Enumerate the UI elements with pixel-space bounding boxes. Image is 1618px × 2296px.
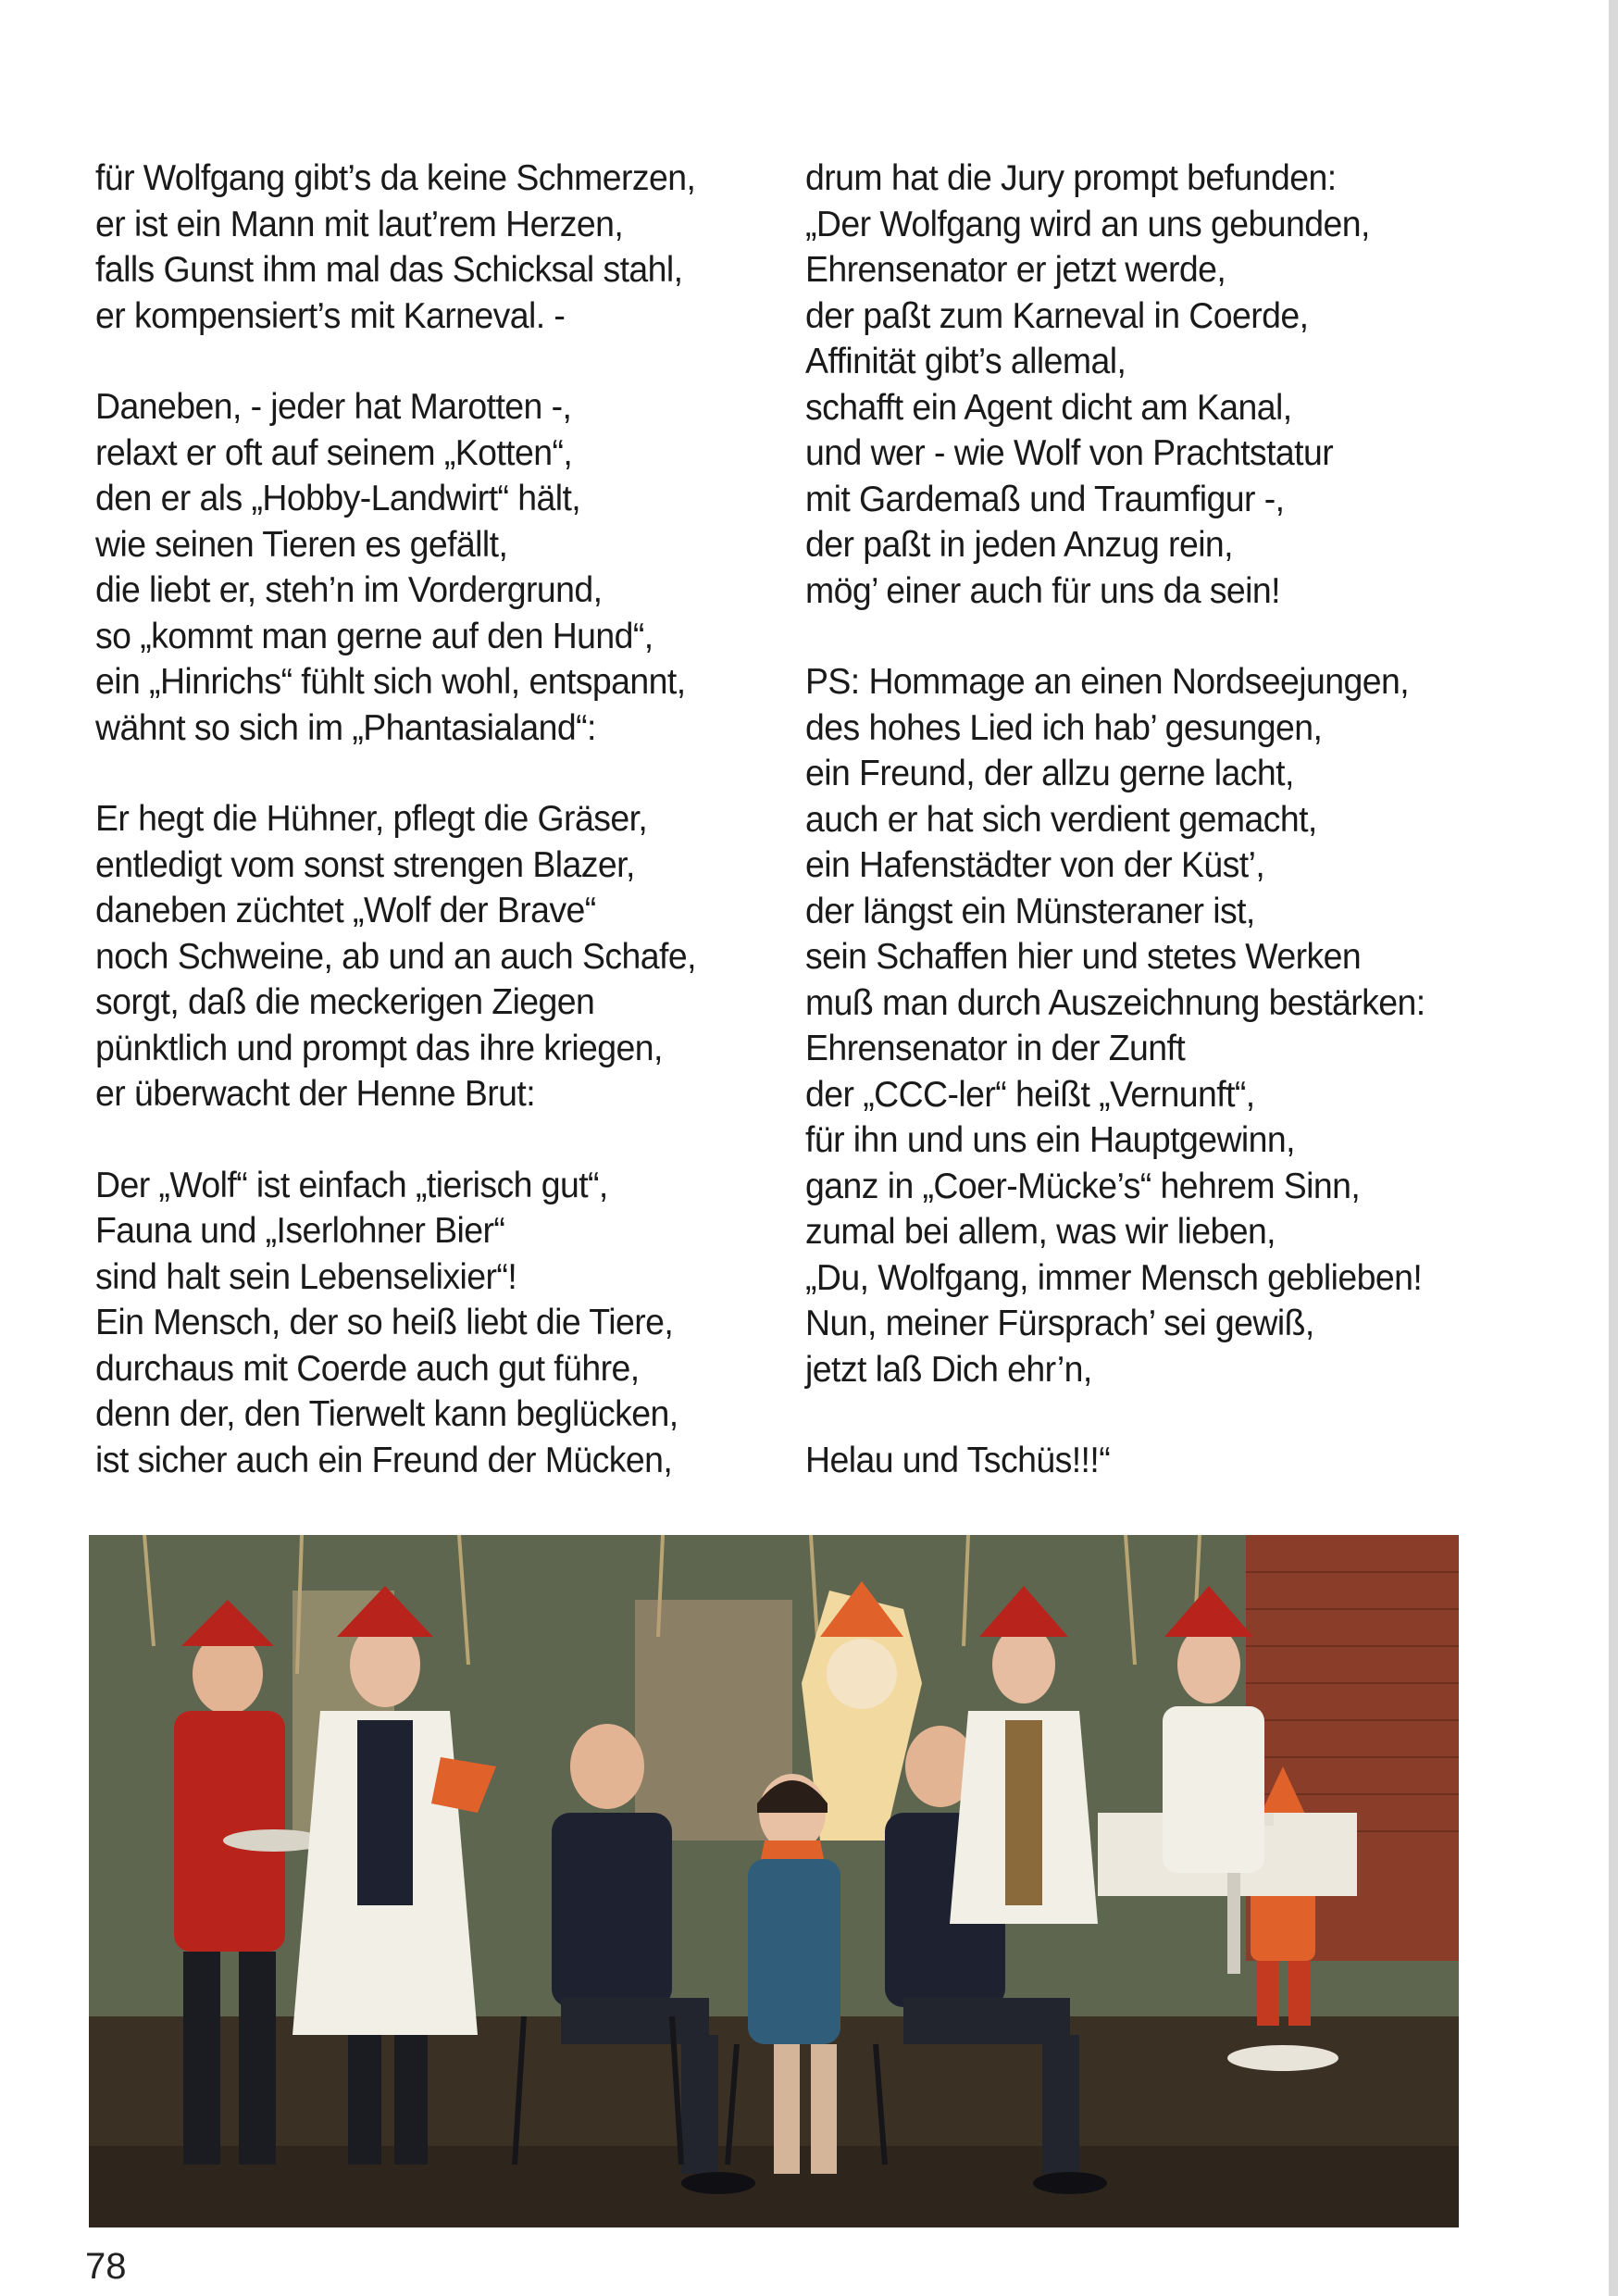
poem-line: Daneben, - jeder hat Marotten -,: [95, 387, 572, 427]
poem-line: durchaus mit Coerde auch gut führe,: [95, 1348, 640, 1389]
poem-line: schafft ein Agent dicht am Kanal,: [805, 387, 1292, 428]
poem-line: zumal bei allem, was wir lieben,: [805, 1212, 1276, 1252]
page-number: 78: [85, 2246, 127, 2287]
poem-line: sorgt, daß die meckerigen Ziegen: [95, 982, 595, 1022]
poem-line: sind halt sein Lebenselixier“!: [95, 1256, 517, 1297]
poem-line: mög’ einer auch für uns da sein!: [805, 570, 1280, 611]
poem-line: er ist ein Mann mit laut’rem Herzen,: [95, 204, 624, 244]
poem-line: so „kommt man gerne auf den Hund“,: [95, 616, 653, 656]
poem-line: ein Hafenstädter von der Küst’,: [805, 845, 1265, 885]
poem-line: den er als „Hobby-Landwirt“ hält,: [95, 479, 581, 518]
poem-line: er überwacht der Henne Brut:: [95, 1074, 536, 1114]
poem-line: denn der, den Tierwelt kann beglücken,: [95, 1394, 678, 1434]
poem-line: des hohes Lied ich hab’ gesungen,: [805, 707, 1323, 748]
poem-line: für Wolfgang gibt’s da keine Schmerzen,: [95, 158, 696, 198]
carnival-photo: [89, 1535, 1459, 2227]
poem-line: pünktlich und prompt das ihre kriegen,: [95, 1028, 663, 1068]
poem-line: er kompensiert’s mit Karneval. -: [95, 295, 566, 336]
poem-line: „Der Wolfgang wird an uns gebunden,: [805, 204, 1370, 244]
poem-line: ein „Hinrichs“ fühlt sich wohl, entspannt,: [95, 662, 686, 702]
poem-line: der längst ein Münsteraner ist,: [805, 891, 1255, 931]
poem-line: relaxt er oft auf seinem „Kotten“,: [95, 432, 573, 473]
stanza: [95, 384, 743, 751]
poem-line: Ehrensenator in der Zunft: [805, 1029, 1186, 1068]
poem-line: der paßt in jeden Anzug rein,: [805, 525, 1234, 565]
page-edge: [1609, 0, 1618, 2296]
stanza: [95, 796, 743, 1117]
poem-line: daneben züchtet „Wolf der Brave“: [95, 891, 596, 930]
poem-line: „Du, Wolfgang, immer Mensch geblieben!: [805, 1257, 1423, 1298]
poem-column-right: [805, 156, 1453, 1529]
poem-line: entledigt vom sonst strengen Blazer,: [95, 844, 635, 885]
poem-line: auch er hat sich verdient gemacht,: [805, 799, 1317, 840]
poem-line: Er hegt die Hühner, pflegt die Gräser,: [95, 799, 648, 839]
poem-line: Fauna und „Iserlohner Bier“: [95, 1211, 505, 1251]
poem-line: jetzt laß Dich ehr’n,: [805, 1349, 1092, 1390]
poem-line: Nun, meiner Fürsprach’ sei gewiß,: [805, 1304, 1314, 1343]
poem-line: Helau und Tschüs!!!“: [805, 1441, 1111, 1480]
poem-line: Affinität gibt’s allemal,: [805, 342, 1126, 381]
poem-line: für ihn und uns ein Hauptgewinn,: [805, 1120, 1295, 1160]
poem-line: falls Gunst ihm mal das Schicksal stahl,: [95, 250, 683, 290]
poem-line: ganz in „Coer-Mücke’s“ hehrem Sinn,: [805, 1166, 1361, 1206]
poem-line: noch Schweine, ab und an auch Schafe,: [95, 936, 696, 977]
poem-line: ein Freund, der allzu gerne lacht,: [805, 754, 1294, 793]
poem-line: muß man durch Auszeichnung bestärken:: [805, 982, 1425, 1023]
poem-line: die liebt er, steh’n im Vordergrund,: [95, 570, 603, 610]
poem-line: sein Schaffen hier und stetes Werken: [805, 937, 1362, 977]
stanza: [805, 659, 1453, 1392]
poem-line: der paßt zum Karneval in Coerde,: [805, 295, 1309, 336]
poem-line: drum hat die Jury prompt befunden:: [805, 158, 1337, 198]
poem-line: Der „Wolf“ ist einfach „tierisch gut“,: [95, 1165, 608, 1205]
poem-line: Ein Mensch, der so heiß liebt die Tiere,: [95, 1303, 674, 1342]
stanza: [805, 1438, 1453, 1484]
poem-column-left: [95, 156, 743, 1529]
poem-line: wähnt so sich im „Phantasialand“:: [95, 707, 596, 748]
poem-line: der „CCC-ler“ heißt „Vernunft“,: [805, 1074, 1255, 1115]
poem-line: PS: Hommage an einen Nordseejungen,: [805, 662, 1410, 702]
poem-line: mit Gardemaß und Traumfigur -,: [805, 479, 1285, 519]
stanza: [805, 156, 1453, 614]
carnival-photo-illustration: [89, 1535, 1459, 2227]
stanza: [95, 1163, 743, 1484]
poem-line: und wer - wie Wolf von Prachtstatur: [805, 433, 1334, 473]
poem-line: wie seinen Tieren es gefällt,: [95, 524, 508, 565]
stanza: [95, 156, 743, 339]
poem-line: ist sicher auch ein Freund der Mücken,: [95, 1440, 673, 1480]
poem-line: Ehrensenator er jetzt werde,: [805, 250, 1226, 290]
